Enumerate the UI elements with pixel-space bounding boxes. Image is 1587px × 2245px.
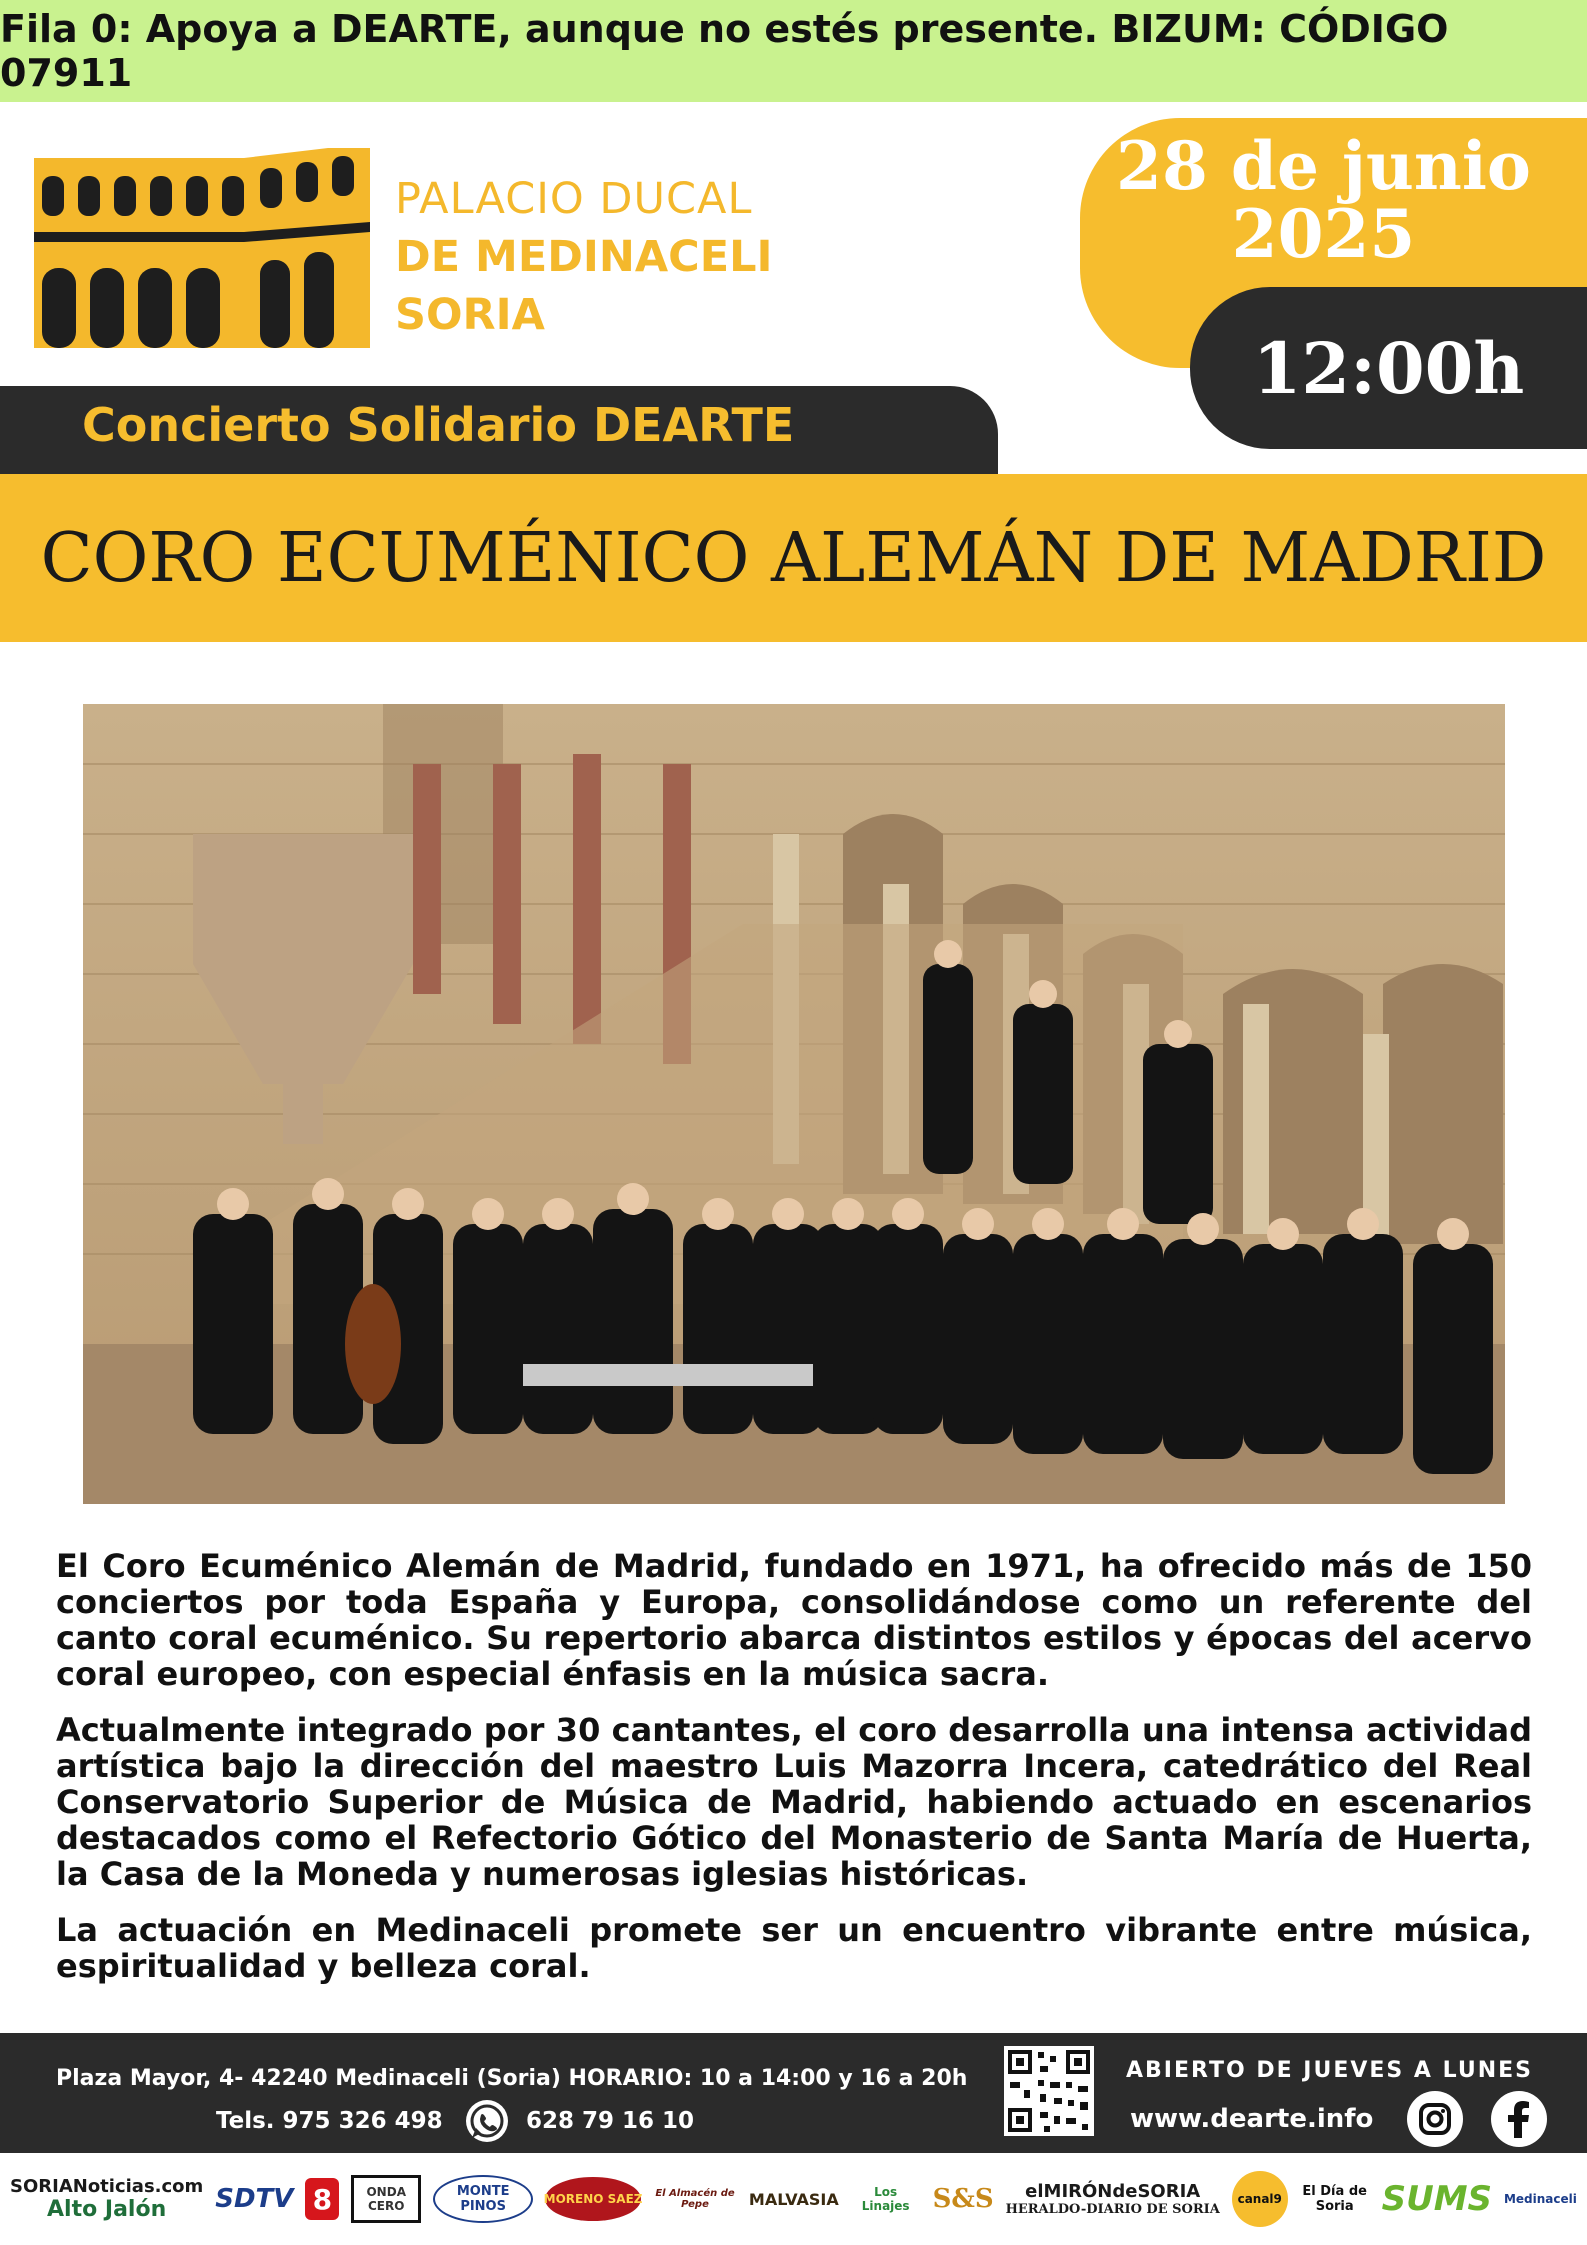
event-title: CORO ECUMÉNICO ALEMÁN DE MADRID	[40, 518, 1547, 598]
footer-whatsapp-number: 628 79 16 10	[526, 2108, 695, 2134]
sponsor-canal9: canal9	[1232, 2171, 1288, 2227]
logo-line-1: PALACIO DUCAL	[395, 174, 753, 224]
event-date-day: 28 de junio	[1116, 127, 1531, 205]
qr-code-icon[interactable]	[1004, 2046, 1094, 2136]
event-subtitle: Concierto Solidario DEARTE	[82, 398, 795, 452]
logo-line-2: DE MEDINACELI	[395, 232, 773, 282]
sponsor-logos	[0, 2153, 1587, 2245]
sponsor-almacen-de-pepe: El Almacén de Pepe	[655, 2188, 735, 2210]
banner-text: Fila 0: Apoya a DEARTE, aunque no estés presente. BIZUM: CÓDIGO 07911	[0, 7, 1449, 95]
logo-line-3: SORIA	[395, 290, 545, 340]
palacio-logo-icon	[34, 148, 370, 356]
time-pill	[1190, 287, 1587, 449]
sponsor-sums: SUMS	[1381, 2179, 1493, 2219]
whatsapp-icon[interactable]	[464, 2098, 510, 2144]
sponsor-sdtv: SDTV	[215, 2184, 294, 2214]
sponsor-8-soria: 8	[305, 2178, 339, 2220]
sponsor-los-linajes: Los Linajes	[861, 2185, 910, 2213]
sponsor-moreno-saez: MORENO SAEZ	[545, 2177, 641, 2221]
footer-address: Plaza Mayor, 4- 42240 Medinaceli (Soria) HORARIO: 10 a 14:00 y 16 a 20h	[56, 2066, 968, 2091]
event-time: 12:00h	[1252, 326, 1525, 410]
footer-website-link[interactable]: www.dearte.info	[1130, 2104, 1374, 2134]
instagram-icon[interactable]	[1406, 2090, 1464, 2148]
sponsor-monte-pinos: MONTE PINOS	[433, 2175, 533, 2223]
sponsor-el-dia-de-soria: El Día de Soria	[1302, 2184, 1367, 2214]
footer-opening-days: ABIERTO DE JUEVES A LUNES	[1126, 2058, 1533, 2083]
event-description	[56, 1548, 1532, 2004]
sponsor-soria-noticias: SORIANoticias.com Alto Jalón	[10, 2176, 204, 2222]
title-bar	[0, 474, 1587, 642]
sponsor-onda-cero: ONDA CERO	[351, 2175, 421, 2223]
footer-phone: Tels. 975 326 498	[216, 2108, 443, 2134]
sponsor-medinaceli: Medinaceli	[1503, 2192, 1577, 2206]
sponsor-s-and-s: S&S	[932, 2184, 994, 2214]
description-paragraph-1: El Coro Ecuménico Alemán de Madrid, fundado en 1971, ha ofrecido más de 150 conciertos por toda España y Europa, consolidándose como un referente del canto coral ecuménico. Su repertorio abarca distintos estilos y épocas del acervo coral europeo, con especial énfasis en la música sacra.	[56, 1547, 1532, 1693]
palacio-logo-text	[395, 170, 773, 344]
top-banner	[0, 0, 1587, 102]
choir-photo	[83, 704, 1505, 1504]
facebook-icon[interactable]	[1490, 2090, 1548, 2148]
sponsor-el-miron: elMIRÓNdeSORIA HERALDO-DIARIO DE SORIA	[1005, 2181, 1220, 2217]
sponsor-malvasia: MALVASIA	[748, 2189, 839, 2209]
description-paragraph-2: Actualmente integrado por 30 cantantes, el coro desarrolla una intensa actividad artística bajo la dirección del maestro Luis Mazorra Incera, catedrático del Real Conservatorio Superior de Música de Madrid, habiendo actuado en escenarios destacados como el Refectorio Gótico del Monasterio de Santa María de Huerta, la Casa de la Moneda y numerosas iglesias históricas.	[56, 1711, 1532, 1893]
event-date-year: 2025	[1231, 195, 1416, 273]
description-paragraph-3: La actuación en Medinaceli promete ser un encuentro vibrante entre música, espiritualidad y belleza coral.	[56, 1911, 1532, 1985]
footer-bar	[0, 2033, 1587, 2153]
